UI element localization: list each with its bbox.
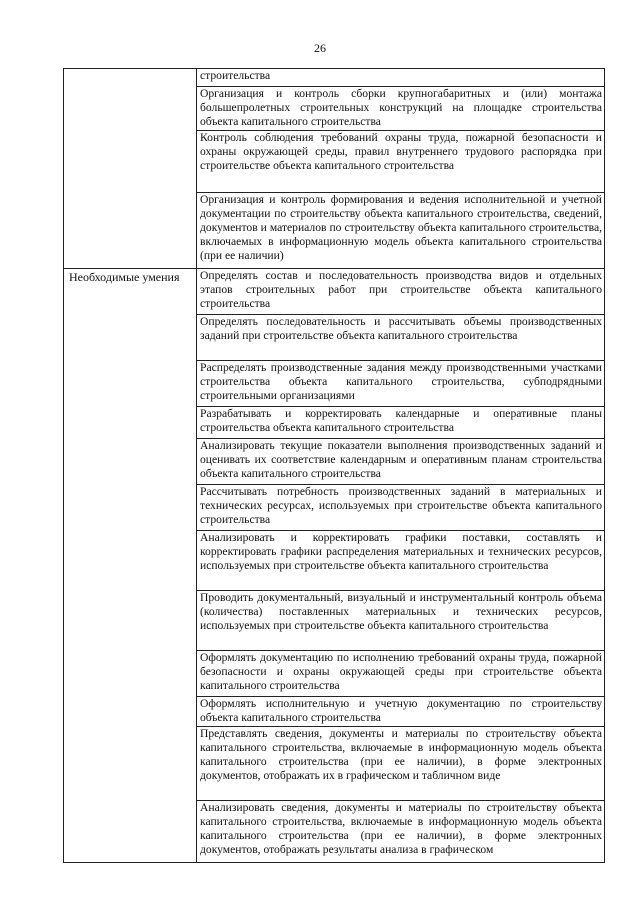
page-number: 26: [314, 41, 326, 55]
section-label-cell: [64, 69, 197, 269]
table-cell: [197, 269, 605, 315]
table-cell: [197, 131, 605, 193]
list-item: Анализировать текущие показатели выполнения производственных заданий и оценивать их соответствие календарным и оперативным планам строительства объекта капитального строительства: [200, 439, 602, 480]
table-cell: [197, 439, 605, 485]
table-cell: [197, 315, 605, 361]
table-row: [64, 269, 605, 315]
table-cell: [197, 651, 605, 697]
list-item: Определять последовательность и рассчитывать объемы производственных заданий при строительстве объекта капитального строительства: [200, 315, 602, 342]
list-item: Контроль соблюдения требований охраны труда, пожарной безопасности и охраны окружающей среды, правил внутреннего трудового распорядка при строительстве объекта капитального строительства: [200, 131, 602, 172]
table-cell: [197, 727, 605, 801]
list-item: Организация и контроль сборки крупногабаритных и (или) монтажа большепролетных строительных конструкций на площадке строительства объекта капитального строительства: [200, 87, 602, 128]
requirements-table: [63, 68, 605, 863]
list-item: строительства: [200, 69, 271, 82]
list-item: Оформлять исполнительную и учетную документацию по строительству объекта капитального строительства: [200, 697, 602, 724]
list-item: Организация и контроль формирования и ведения исполнительной и учетной документации по строительству объекта капитального строительства, сведений, документов и материалов по строительству объекта капитального строительства, включаемых в информационную модель объекта капитального строительства (при ее наличии): [200, 193, 602, 262]
list-item: Представлять сведения, документы и материалы по строительству объекта капитального строительства, включаемые в информационную модель объекта капитального строительства (при ее наличии), в форме электронных документов, отображать их в графическом и табличном виде: [200, 727, 602, 782]
table-cell: [197, 407, 605, 439]
table-cell: [197, 801, 605, 863]
table-cell: [197, 87, 605, 131]
section-label-cell: [64, 269, 197, 863]
list-item: Оформлять документацию по исполнению требований охраны труда, пожарной безопасности и охраны окружающей среды при строительстве объекта капитального строительства: [200, 651, 602, 692]
section-label: [67, 69, 194, 70]
list-item: Распределять производственные задания между производственными участками строительства объекта капитального строительства, субподрядными строительными организациями: [200, 361, 602, 402]
list-item: Определять состав и последовательность производства видов и отдельных этапов строительных работ при строительстве объекта капитального строительства: [200, 269, 602, 310]
list-item: Проводить документальный, визуальный и инструментальный контроль объема (количества) поставленных материальных и технических ресурсов, используемых при строительстве объекта капитального строительства: [200, 591, 602, 632]
table-cell: [197, 69, 605, 87]
table-cell: [197, 193, 605, 269]
table-row: [64, 69, 605, 87]
list-item: Анализировать сведения, документы и материалы по строительству объекта капитального строительства, включаемые в информационную модель объекта капитального строительства (при ее наличии), в форме электронных документов, отображать результаты анализа в графическом: [200, 801, 602, 856]
table-cell: [197, 485, 605, 531]
table-cell: [197, 361, 605, 407]
table-cell: [197, 697, 605, 727]
table-cell: [197, 591, 605, 651]
section-label: Необходимые умения: [69, 270, 180, 284]
table-cell: [197, 531, 605, 591]
list-item: Разрабатывать и корректировать календарные и оперативные планы строительства объекта капитального строительства: [200, 407, 602, 434]
list-item: Анализировать и корректировать графики поставки, составлять и корректировать графики распределения материальных и технических ресурсов, используемых при строительстве объекта капитального строительства: [200, 531, 602, 572]
list-item: Рассчитывать потребность производственных заданий в материальных и технических ресурсах, используемых при строительстве объекта капитального строительства: [200, 485, 602, 526]
